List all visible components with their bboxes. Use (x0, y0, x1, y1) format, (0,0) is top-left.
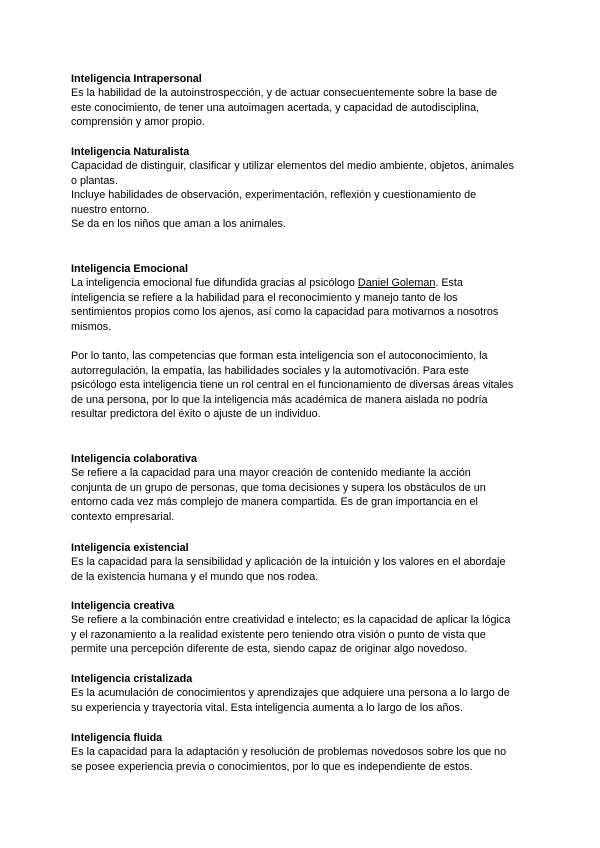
section-title: Inteligencia fluida (71, 732, 163, 744)
text-line: Es la habilidad de la autoinstrospección, y de actuar consecuentemente sobre la base de (71, 87, 498, 99)
text-line: conjunta de un grupo de personas, que toma decisiones y supera los obstáculos de un (71, 481, 486, 494)
section-fluida (71, 731, 531, 774)
text-line: resultar predictora del éxito o ajuste de un individuo. (71, 408, 321, 421)
text-line: contexto empresarial. (71, 510, 175, 523)
section-emocional (71, 262, 531, 334)
section-title: Inteligencia creativa (71, 600, 175, 612)
text-line (71, 276, 531, 291)
text-line: su experiencia y trayectoria vital. Esta inteligencia aumenta a lo largo de los años. (71, 701, 463, 714)
text-line: de una persona, por lo que la inteligencia más académica de manera aislada no podría (71, 393, 488, 406)
text-line: autorregulación, la empatía, las habilidades sociales y la automotivación. Para este (71, 364, 469, 377)
text-line: Es la capacidad para la adaptación y resolución de problemas novedosos sobre los que no (71, 746, 507, 758)
text-line: se posee experiencia previa o conocimientos, por lo que es independiente de estos. (71, 760, 473, 773)
text-line: Es la capacidad para la sensibilidad y aplicación de la intuición y los valores en el abordaje (71, 556, 506, 568)
section-title: Inteligencia cristalizada (71, 673, 193, 685)
section-creativa (71, 599, 531, 657)
section-colaborativa (71, 452, 531, 524)
text-line: Se da en los niños que aman a los animales. (71, 218, 286, 231)
text-line: psicólogo esta inteligencia tiene un rol central en el funcionamiento de diversas áreas vitales (71, 379, 514, 392)
text-line: Se refiere a la capacidad para una mayor creación de contenido mediante la acción (71, 467, 471, 479)
section-title: Inteligencia Emocional (71, 263, 188, 275)
text-line: Capacidad de distinguir, clasificar y utilizar elementos del medio ambiente, objetos, animales (71, 160, 514, 172)
section-emocional-paragraph-2 (71, 349, 531, 422)
text-line: o plantas. (71, 174, 118, 187)
text-fragment: . Esta (435, 277, 463, 289)
text-line: de la existencia humana y el mundo que nos rodea. (71, 570, 319, 583)
text-line: comprensión y amor propio. (71, 116, 205, 129)
section-cristalizada (71, 672, 531, 715)
text-line: Incluye habilidades de observación, experimentación, reflexión y cuestionamiento de (71, 189, 477, 202)
text-line: nuestro entorno. (71, 203, 150, 216)
text-line: Es la acumulación de conocimientos y aprendizajes que adquiere una persona a lo largo de (71, 687, 510, 699)
text-line: entorno cada vez más complejo de manera compartida. Es de gran importancia en el (71, 496, 478, 509)
section-naturalista (71, 145, 531, 232)
daniel-goleman-link[interactable]: Daniel Goleman (357, 277, 436, 289)
text-line: Por lo tanto, las competencias que forman esta inteligencia son el autoconocimiento, la (71, 350, 488, 362)
text-line: y el razonamiento a la realidad existente pero teniendo otra visión o punto de vista que (71, 628, 486, 641)
section-title: Inteligencia Naturalista (71, 146, 190, 158)
section-intrapersonal (71, 72, 531, 130)
text-line: permite una percepción diferente de esta, siendo capaz de originar algo novedoso. (71, 643, 468, 656)
text-line: inteligencia se refiere a la habilidad para el reconocimiento y manejo tanto de los (71, 291, 458, 304)
text-fragment: La inteligencia emocional fue difundida gracias al psicólogo (71, 277, 358, 289)
text-line: este conocimiento, de tener una autoimagen acertada, y capacidad de autodisciplina, (71, 101, 480, 114)
section-existencial (71, 541, 531, 584)
text-line: mismos. (71, 320, 112, 333)
section-title: Inteligencia existencial (71, 542, 189, 554)
text-line: sentimientos propios como los ajenos, así como la capacidad para motivarnos a nosotros (71, 306, 499, 319)
section-title: Inteligencia colaborativa (71, 453, 198, 465)
section-title: Inteligencia Intrapersonal (71, 73, 202, 85)
text-line: Se refiere a la combinación entre creatividad e intelecto; es la capacidad de aplicar la lógica (71, 614, 511, 626)
